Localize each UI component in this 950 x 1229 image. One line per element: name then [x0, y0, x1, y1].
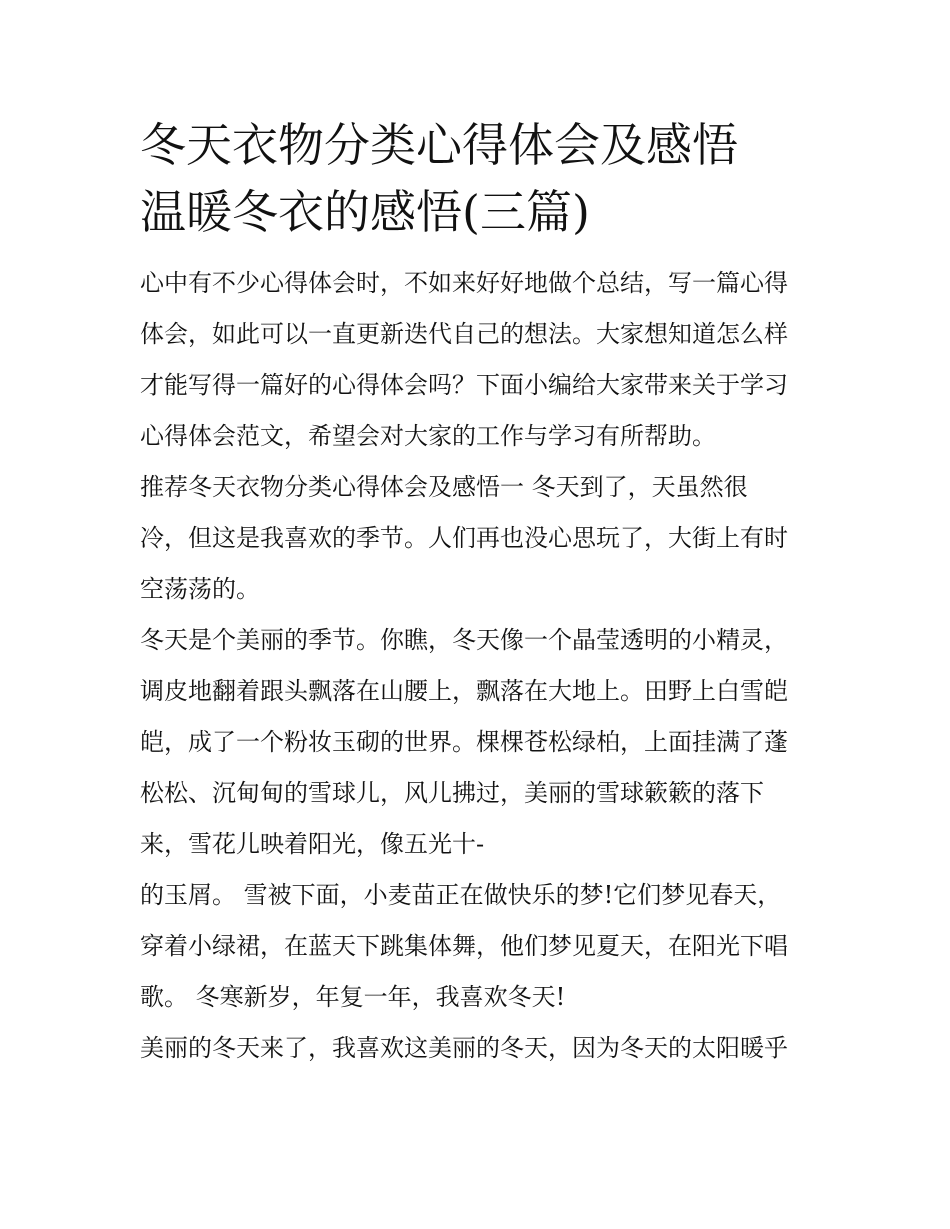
title-line: 冬天衣物分类心得体会及感悟 — [140, 118, 738, 172]
document-content — [140, 112, 820, 1074]
body-line: 冬天是个美丽的季节。你瞧，冬天像一个晶莹透明的小精灵， — [140, 626, 788, 654]
body-line: 调皮地翻着跟头飘落在山腰上，飘落在大地上。田野上白雪皑 — [140, 677, 788, 705]
body-line: 冷，但这是我喜欢的季节。人们再也没心思玩了，大街上有时 — [140, 524, 788, 552]
body-line: 歌。 冬寒新岁，年复一年，我喜欢冬天! — [140, 983, 566, 1011]
body-line: 来，雪花儿映着阳光，像五光十- — [140, 830, 485, 858]
body-line: 美丽的冬天来了，我喜欢这美丽的冬天，因为冬天的太阳暖乎 — [140, 1034, 788, 1062]
body-line: 皑，成了一个粉妆玉砌的世界。棵棵苍松绿柏，上面挂满了蓬 — [140, 728, 788, 756]
body-line: 推荐冬天衣物分类心得体会及感悟一 冬天到了，天虽然很 — [140, 473, 748, 501]
body-line: 才能写得一篇好的心得体会吗？下面小编给大家带来关于学习 — [140, 371, 788, 399]
body-line: 的玉屑。 雪被下面，小麦苗正在做快乐的梦!它们梦见春天， — [140, 881, 782, 909]
document-body — [140, 258, 820, 1074]
body-line: 穿着小绿裙，在蓝天下跳集体舞，他们梦见夏天，在阳光下唱 — [140, 932, 788, 960]
document-title — [140, 112, 820, 246]
body-line: 体会，如此可以一直更新迭代自己的想法。大家想知道怎么样 — [140, 320, 788, 348]
title-line: 温暖冬衣的感悟(三篇) — [140, 185, 590, 239]
body-line: 空荡荡的。 — [140, 575, 260, 603]
body-line: 心中有不少心得体会时，不如来好好地做个总结，写一篇心得 — [140, 269, 788, 297]
body-line: 心得体会范文，希望会对大家的工作与学习有所帮助。 — [140, 422, 716, 450]
body-line: 松松、沉甸甸的雪球儿，风儿拂过，美丽的雪球簌簌的落下 — [140, 779, 764, 807]
